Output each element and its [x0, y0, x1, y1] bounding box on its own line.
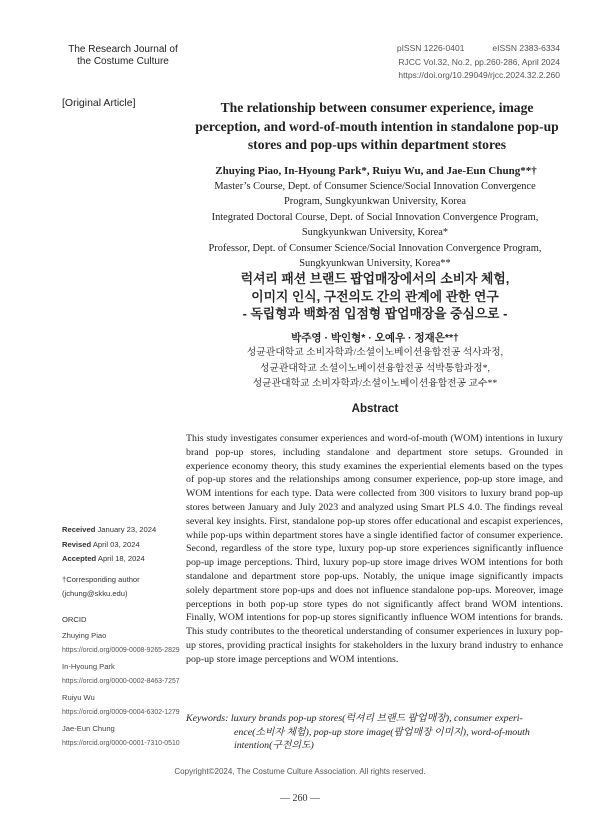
accepted-date: Accepted April 18, 2024	[62, 554, 145, 563]
orcid-link[interactable]: https://orcid.org/0009-0004-6302-1279	[62, 709, 180, 716]
paper-title: The relationship between consumer experience, image perception, and word-of-mouth intention in standalone pop-up stores and pop-ups within department stores	[195, 100, 559, 152]
corresponding-label: †Corresponding author	[62, 575, 140, 584]
keywords-line: ence(소비자 체험), pop-up store image(팝업매장 이미지), word-of-mouth	[234, 726, 530, 738]
corresponding-author	[62, 573, 140, 601]
orcid-link[interactable]: https://orcid.org/0000-0001-7310-0510	[62, 740, 180, 747]
author-list: Zhuying Piao, In-Hyoung Park*, Ruiyu Wu, and Jae-Eun Chung**†	[215, 165, 537, 177]
orcid-name: Jae-Eun Chung	[62, 723, 115, 733]
pissn: pISSN 1226-0401	[396, 43, 465, 53]
affiliation-line: Integrated Doctoral Course, Dept. of Social Innovation Convergence Program,	[211, 211, 539, 223]
korean-title-line: - 독립형과 백화점 입점형 팝업매장을 중심으로 -	[242, 306, 508, 321]
volume-info: RJCC Vol.32, No.2, pp.260-286, April 2024	[398, 56, 560, 67]
korean-affiliation-line: 성균관대학교 소비자학과/소셜이노베이션융합전공 교수**	[252, 378, 498, 389]
orcid-name: In-Hyoung Park	[62, 661, 115, 671]
korean-affiliation-line: 성균관대학교 소셜이노베이션융합전공 석박통합과정*,	[260, 362, 490, 374]
affiliations	[176, 179, 574, 271]
issn-line	[330, 42, 560, 56]
keywords	[186, 712, 564, 753]
page-number: — 260 —	[280, 793, 320, 804]
corresponding-email[interactable]: (jchung@skku.edu)	[62, 589, 128, 598]
orcid-list	[62, 612, 180, 752]
keywords-label: Keywords:	[186, 713, 229, 724]
orcid-link[interactable]: https://orcid.org/0009-0008-9265-2829	[62, 647, 180, 654]
journal-name-line1: The Research Journal of	[68, 44, 178, 55]
korean-affiliations	[180, 345, 570, 392]
journal-name	[58, 44, 188, 68]
keywords-line: luxury brands pop-up stores(럭셔리 브랜드 팝업매장), consumer experi-	[230, 713, 523, 724]
eissn: eISSN 2383-6334	[492, 43, 560, 53]
affiliation-line: Program, Sungkyunkwan University, Korea	[284, 196, 466, 208]
orcid-name: Ruiyu Wu	[62, 692, 95, 702]
article-type: [Original Article]	[62, 97, 136, 109]
korean-title	[190, 270, 560, 323]
korean-authors: 박주영 · 박인형* · 오예우 · 정재은**†	[291, 332, 459, 344]
keywords-line: intention(구전의도)	[234, 740, 314, 751]
affiliation-line: Sungkyunkwan University, Korea*	[301, 227, 449, 239]
korean-affiliation-line: 성균관대학교 소비자학과/소셜이노베이션융합전공 석사과정,	[246, 347, 504, 358]
doi-link[interactable]: https://doi.org/10.29049/rjcc.2024.32.2.260	[398, 70, 560, 80]
publication-dates	[62, 523, 156, 567]
affiliation-line: Professor, Dept. of Consumer Science/Social Innovation Convergence Program,	[208, 242, 542, 254]
journal-name-line2: the Costume Culture	[77, 56, 169, 67]
affiliation-line: Sungkyunkwan University, Korea**	[299, 258, 451, 270]
affiliation-line: Master’s Course, Dept. of Consumer Science/Social Innovation Convergence	[214, 181, 536, 192]
abstract-text: This study investigates consumer experiences and word-of-mouth (WOM) intentions in luxury brand pop-up stores, including standalone and department store setups. Grounded in experience economy theory, this study examines the experiential elements based on the types of pop-up stores and the relationships among consumer experience, pop-up store image, and WOM intentions for each type. Data were collected from 300 visitors to luxury brand pop-up stores between January and July 2023 and analyzed using Smart PLS 4.0. The findings reveal several key insights. First, standalone pop-up stores offer educational and escapist experiences, while pop-ups within department stores have a single identified factor of consumer experience. Second, regardless of the store type, luxury pop-up store experiences significantly influence pop-up image perceptions. Third, luxury pop-up store image drives WOM intentions for both standalone and department store pop-ups. Notably, the unique image significantly impacts solely department store pop-ups and does not influence standalone pop-ups. Moreover, image perceptions in both pop-up store types do not significantly affect brand WOM intentions. Finally, WOM intentions for pop-up stores significantly influence WOM intentions for brands. This study contributes to the theoretical understanding of consumer experiences in luxury pop-up stores, providing practical insights for stakeholders in the luxury brand industry to enhance pop-up store image perceptions and WOM intentions.	[186, 433, 563, 665]
korean-title-line: 럭셔리 패션 브랜드 팝업매장에서의 소비자 체험,	[240, 271, 510, 286]
abstract-heading: Abstract	[351, 403, 399, 415]
orcid-link[interactable]: https://orcid.org/0000-0002-8463-7257	[62, 678, 180, 685]
journal-meta	[330, 42, 560, 83]
received-date: Received January 23, 2024	[62, 525, 157, 534]
orcid-name: Zhuying Piao	[62, 630, 107, 640]
korean-title-line: 이미지 인식, 구전의도 간의 관계에 관한 연구	[251, 288, 499, 304]
copyright-notice: Copyright©2024, The Costume Culture Association. All rights reserved.	[174, 767, 426, 776]
orcid-heading: ORCID	[62, 615, 87, 624]
revised-date: Revised April 03, 2024	[62, 539, 140, 549]
